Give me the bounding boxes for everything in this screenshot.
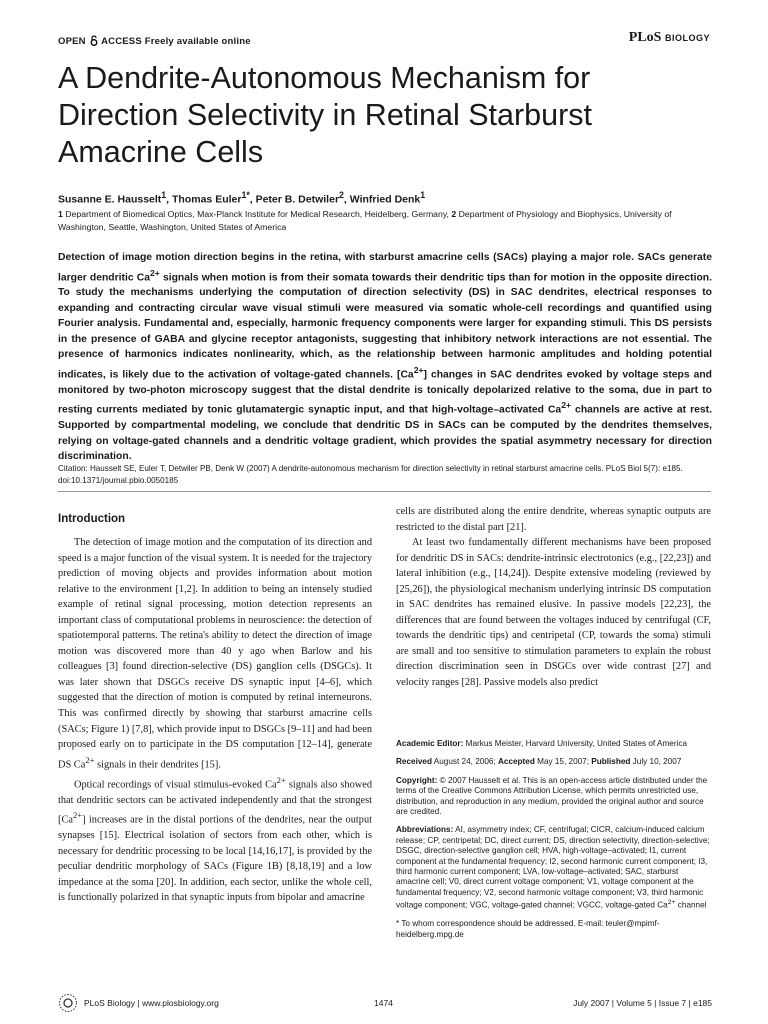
footer-journal-link: PLoS Biology | www.plosbiology.org bbox=[84, 998, 219, 1008]
section-heading: Introduction bbox=[58, 513, 126, 525]
author-list: Susanne E. Hausselt$^1$, Thomas Euler$^{1*}$, Peter B. Detwiler$^2$, Winfried Denk$^1$ bbox=[58, 190, 426, 206]
open-access-label: OPEN ACCESS Freely available online bbox=[58, 36, 251, 47]
divider bbox=[58, 491, 711, 492]
open-access-lock-icon bbox=[90, 35, 98, 46]
citation: Citation: Hausselt SE, Euler T, Detwiler PB, Denk W (2007) A dendrite-autonomous mechanism for direction selectivity in retinal starburst amacrine cells. PLoS Biol 5(7): e185. doi:10.1371/journal.pbio.0050185 bbox=[58, 463, 718, 486]
footer-issue: July 2007 | Volume 5 | Issue 7 | e185 bbox=[573, 998, 712, 1008]
author-affiliation-mark: 1* bbox=[241, 190, 250, 200]
abstract: Detection of image motion direction begins in the retina, with starburst amacrine cells (SACs) playing a major role. SACs generate larger dendritic $Ca^{2+}$ signals when motion is from their somata towards their dendritic tips than for motion in the opposite direction. To study the mechanisms underlying the computation of direction selectivity (DS) in SAC dendrites, electrical responses to expanding and contracting circular wave visual stimuli were measured via somatic whole-cell recordings and quantified using Fourier analysis. Fundamental and, especially, harmonic frequency components were larger for expanding stimuli. This DS persists in the presence of GABA and glycine receptor antagonists, suggesting that inhibitory network interactions are not essential. The presence of harmonics indicates nonlinearity, which, as the relationship between harmonic amplitudes and holding potential indicates, is likely due to the activation of voltage-gated channels. $[Ca^{2+}]$ changes in SAC dendrites evoked by voltage steps and monitored by two-photon microscopy suggest that the distal dendrite is tonically depolarized relative to the soma, due in part to resting currents mediated by tonic glutamatergic synaptic input, and that high-voltage–activated $Ca^{2+}$ channels are active at rest. Supported by compartmental modeling, we conclude that dendritic DS in SACs can be computed by the dendrites themselves, relying on voltage-gated channels and a dendritic voltage gradient, which provides the spatial asymmetry necessary for direction discrimination. bbox=[58, 252, 712, 463]
author-affiliation-mark: 1 bbox=[420, 190, 426, 200]
doi: doi:10.1371/journal.pbio.0050185 bbox=[58, 475, 179, 485]
article-info-box bbox=[396, 739, 714, 948]
page-number: 1474 bbox=[374, 998, 393, 1008]
paragraph: Optical recordings of visual stimulus-evoked $Ca^{2+}$ signals also showed that dendritic sectors can be activated independently and that the strongest $[Ca^{2+}]$ increases are in the distal portions of the dendrites, near the output synapses [15]. Electrical isolation of sectors from each other, which is necessary for dendritic processing to be local [14,16,17], is provided by the peculiar dendritic morphology of SACs (Figure 1B) [8,18,19] and a low impedance at the soma [20]. In addition, each sector, unlike the whole cell, is functionally polarized in that synaptic inputs from bipolar and amacrine bbox=[58, 774, 372, 904]
body-column-left bbox=[58, 535, 372, 906]
dates: Received August 24, 2006; Accepted May 15, 2007; Published July 10, 2007 bbox=[396, 757, 682, 767]
author-name: Susanne E. Hausselt bbox=[58, 193, 162, 206]
paragraph: cells are distributed along the entire dendrite, whereas synaptic outputs are restricted to the distal part [21]. bbox=[396, 506, 711, 533]
journal-header bbox=[58, 30, 710, 50]
journal-logo: PLoS BIOLOGY bbox=[628, 30, 710, 45]
body-column-right bbox=[396, 504, 711, 691]
correspondence: * To whom correspondence should be addressed. E-mail: teuler@mpimf-heidelberg.mpg.de bbox=[396, 919, 660, 939]
author-name: Thomas Euler bbox=[172, 193, 242, 206]
paragraph: The detection of image motion and the computation of its direction and speed is a major function of the visual system. It is needed for the trajectory prediction of moving objects and provides information about motion relative to the environment [1,2]. In addition to being an intensely studied example of retinal signal processing, motion detection represents an important class of computational problems in neuroscience: the detection of spatiotemporal patterns. The retina's ability to detect the direction of image motion was discovered more than 40 y ago when Barlow and his colleagues [3] found direction-selective (DS) ganglion cells (DSGCs). It was later shown that DSGCs receive DS synaptic input [4–6], which suggested that the direction of motion is computed by retinal interneurons. This was confirmed directly by showing that starburst amacrine cells (SACs; Figure 1) [7,8], which provide input to DSGCs [9–11] and had been proposed early on to participate in the DS computation [12–14], generate DS $Ca^{2+}$ signals in their dendrites [15]. bbox=[58, 537, 372, 771]
author-name: Winfried Denk bbox=[349, 193, 421, 206]
author-name: Peter B. Detwiler bbox=[255, 193, 340, 206]
abbreviations: Abbreviations: AI, asymmetry index; CF, centrifugal; CICR, calcium-induced calcium release; CP, centripetal; DC, direct current; DS, direction selectivity, direction-selective; DSGC, direction-selective ganglion cell; HVA, high-voltage–activated; I1, current component at the fundamental frequency; I2, second harmonic current component; I3, third harmonic current component; LVA, low-voltage–activated; SAC, starburst amacrine cell; V0, direct current voltage component; V1, voltage component at the fundamental frequency; V2, second harmonic voltage component; V3, third harmonic voltage component; VGC, voltage-gated channel; VGCC, voltage-gated $Ca^{2+}$ channel bbox=[396, 825, 710, 911]
academic-editor: Academic Editor: Markus Meister, Harvard University, United States of America bbox=[396, 739, 688, 748]
copyright: Copyright: © 2007 Hausselt et al. This is an open-access article distributed under the terms of the Creative Commons Attribution License, which permits unrestricted use, distribution, and reproduction in any medium, provided the original author and source are credited. bbox=[396, 775, 708, 817]
page-footer bbox=[58, 993, 712, 1015]
paragraph: At least two fundamentally different mechanisms have been proposed for dendritic DS in SACs: dendrite-intrinsic electrotonics (e.g., [22,23]) and lateral inhibition (e.g., [14,24]). Despite extensive modeling (reviewed by [25,26]), the physiological mechanism underlying intrinsic DS computation in SAC dendrites has remained elusive. In passive models [22,23], the differences that are found between the voltages induced by centrifugal (CF, towards the dendritic tips) and centripetal (CP, towards the soma) stimuli are small and too sensitive to stimulation parameters to explain the robust direction discrimination seen in DSGCs over wide contrast [27] and velocity ranges [28]. Passive models also predict bbox=[396, 537, 711, 689]
article-title: A Dendrite-Autonomous Mechanism for Direction Selectivity in Retinal Starburst Amacrine Cells bbox=[58, 61, 592, 169]
author-affiliation-mark: 2 bbox=[339, 190, 344, 200]
affiliations: 1 Department of Biomedical Optics, Max-Planck Institute for Medical Research, Heidelberg, Germany, 2 Department of Physiology and Biophysics, University of Washington, Seattle, Washington, United States of America bbox=[58, 209, 672, 232]
author-affiliation-mark: 1 bbox=[161, 190, 167, 200]
plos-logo-icon bbox=[58, 993, 78, 1013]
